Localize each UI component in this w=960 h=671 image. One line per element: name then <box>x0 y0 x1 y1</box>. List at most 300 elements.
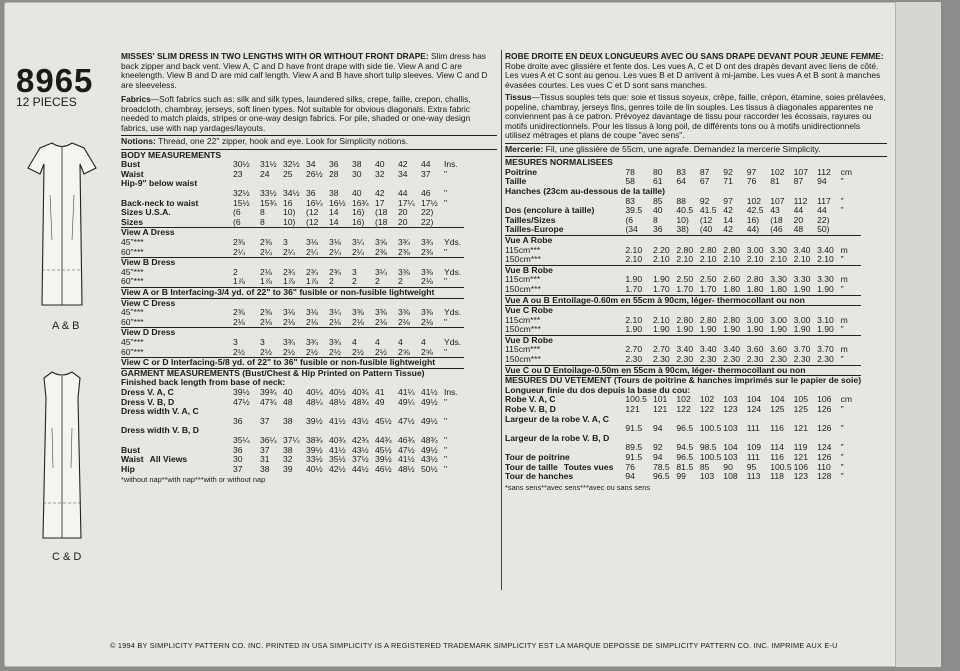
cell-value: 85 <box>699 461 710 472</box>
table-row <box>121 277 464 287</box>
cell-value: 126 <box>817 452 832 463</box>
row-label: 150cm*** <box>505 354 541 365</box>
cell-value: 96.5 <box>676 452 694 463</box>
row-label: Tailles-Europe <box>505 224 564 235</box>
cell-value: " <box>444 197 448 208</box>
cell-value: 16 <box>283 197 293 208</box>
cell-value: 92 <box>652 442 663 453</box>
cell-value: 41 <box>375 386 385 397</box>
cell-value: 128 <box>817 471 832 482</box>
row-label: Dress width V. B, D <box>121 425 200 436</box>
cell-value: 22) <box>421 207 434 218</box>
interfacing-cd <box>121 358 464 369</box>
cell-value: 47½ <box>233 396 250 407</box>
cell-value: 34 <box>306 159 316 170</box>
cell-value: 2⅛ <box>421 316 433 327</box>
cell-value: 2.30 <box>625 354 643 365</box>
cell-value: " <box>444 276 448 287</box>
cell-value: 81 <box>770 176 780 187</box>
cell-value: 2.10 <box>817 254 834 265</box>
cell-value: 40½ <box>329 386 346 397</box>
cell-value: 37 <box>260 444 270 455</box>
cell-value: Ins. <box>444 159 458 170</box>
longueur-heading: Longueur finie du dos depuis la base du cou: <box>505 384 691 395</box>
cell-value: m <box>840 274 848 285</box>
cell-value: 2½ <box>375 346 387 357</box>
cell-value: 1.70 <box>652 283 670 294</box>
cell-value: 113 <box>746 471 761 482</box>
cell-value: 40¾ <box>352 386 369 397</box>
cell-value: 36 <box>652 224 663 235</box>
cell-value: 3⅜ <box>398 266 410 277</box>
cell-value: 20 <box>398 207 408 218</box>
cell-value: 2⅛ <box>352 316 364 327</box>
cell-value: 2.10 <box>625 254 643 265</box>
cell-value: 41½ <box>421 386 438 397</box>
cell-value: 87 <box>699 166 710 177</box>
cell-value: 30 <box>352 168 362 179</box>
cell-value: 2½ <box>352 346 364 357</box>
cell-value: 92 <box>699 195 710 206</box>
row-label: 150cm*** <box>505 254 541 265</box>
cell-value: 96.5 <box>676 423 694 434</box>
cell-value: 2.30 <box>723 354 741 365</box>
cell-value: 42 <box>375 188 385 199</box>
cell-value: 39½ <box>375 454 392 465</box>
cell-value: 3⅝ <box>375 237 387 248</box>
cell-value: 2⅝ <box>421 346 433 357</box>
cell-value: 2.70 <box>625 344 643 355</box>
vue-heading: Vue D Robe <box>505 335 861 345</box>
cell-value: 43½ <box>352 444 369 455</box>
cell-value: 102 <box>699 394 715 405</box>
cell-value: 3.60 <box>746 344 764 355</box>
cell-value <box>841 225 862 235</box>
cell-value: 97 <box>723 195 733 206</box>
cell-value: 2.30 <box>699 354 717 365</box>
vue-heading: Vue B Robe <box>505 265 861 275</box>
cell-value: 2¾ <box>283 266 295 277</box>
row-label: Dos (encolure à taille) <box>505 205 595 216</box>
row-label: Waist <box>121 168 144 179</box>
cell-value: 1.70 <box>676 283 694 294</box>
row-label: Taille <box>505 176 527 187</box>
cell-value: 103 <box>723 394 738 405</box>
cell-value: 100.5 <box>699 423 722 434</box>
table-row <box>505 325 861 335</box>
cell-value: 3⅜ <box>375 307 387 318</box>
cell-value: " <box>444 188 448 199</box>
cell-value: " <box>840 195 844 206</box>
cell-value: 43½ <box>352 415 369 426</box>
cell-value: 108 <box>723 471 738 482</box>
cell-value: 94.5 <box>676 442 694 453</box>
cell-value: 3.00 <box>793 314 811 325</box>
cell-value: 17½ <box>421 197 438 208</box>
cell-value: 2.30 <box>652 354 670 365</box>
cell-value: 4 <box>421 336 426 347</box>
cell-value: 98.5 <box>699 442 717 453</box>
cell-value: 121 <box>625 404 640 415</box>
cell-value: " <box>444 246 448 257</box>
cell-value: 3⅜ <box>352 307 364 318</box>
group-label: Toutes vues <box>563 461 614 472</box>
cell-value: 105 <box>793 394 808 405</box>
cell-value: 2.30 <box>676 354 694 365</box>
row-label: 60"*** <box>121 316 144 327</box>
en-notions-text: Thread, one 22" zipper, hook and eye. Look for Simplicity notions. <box>158 136 409 146</box>
vetement-heading: MESURES DU VETEMENT (Tours de poitrine & hanches imprimés sur le papier de soie) <box>505 375 862 386</box>
cell-value: 46½ <box>375 463 392 474</box>
cell-value: 3.40 <box>817 244 834 255</box>
table-row <box>505 355 861 365</box>
cell-value: 2⅛ <box>375 316 387 327</box>
cell-value: 2½ <box>283 346 295 357</box>
cell-value: 104 <box>746 394 762 405</box>
dress-cd-sketch-icon <box>22 368 102 543</box>
cell-value: 40 <box>375 159 385 170</box>
cell-value: 119 <box>793 442 808 453</box>
pattern-number: 8965 <box>16 62 94 99</box>
largeur-bd-heading: Largeur de la robe V. B, D <box>505 432 610 443</box>
entoilage-cd: Vue C ou D Entoilage-0.50m en 55cm à 90cm, léger- thermocollant ou non <box>505 365 861 376</box>
cell-value: 1.90 <box>652 324 670 335</box>
cell-value: " <box>840 442 844 453</box>
cell-value: 2⅝ <box>398 346 410 357</box>
cell-value: 94 <box>652 452 663 463</box>
cell-value: 3 <box>233 336 238 347</box>
cell-value: 1⅞ <box>260 276 272 287</box>
cell-value: 1.90 <box>746 324 764 335</box>
cell-value: 25 <box>283 168 293 179</box>
cell-value: 14 <box>329 216 339 227</box>
fr-sens-note: *sans sens**avec sens***avec ou sans sens <box>505 482 651 492</box>
cell-value: m <box>840 244 848 255</box>
cell-value: 2½ <box>306 346 318 357</box>
cell-value: 2.10 <box>676 254 694 265</box>
cell-value: 31 <box>260 454 270 465</box>
cell-value: 48 <box>793 224 804 235</box>
cell-value: 102 <box>676 394 691 405</box>
mesures-heading: MESURES NORMALISEES <box>505 157 613 168</box>
cell-value: 2.30 <box>817 354 834 365</box>
cell-value: 49 <box>375 396 385 407</box>
cell-value: Yds. <box>444 307 462 318</box>
cell-value: 78 <box>625 166 635 177</box>
row-label: Bust <box>121 159 141 170</box>
row-label: 45"*** <box>121 266 144 277</box>
cell-value: (18 <box>375 207 388 218</box>
cell-value: 112 <box>793 195 808 206</box>
row-label: Tour de hanches <box>505 471 574 482</box>
fr-mercerie-label: Mercerie: <box>505 143 544 154</box>
cell-value: 3 <box>283 237 288 248</box>
cell-value: 41¼ <box>398 386 415 397</box>
cell-value: 114 <box>770 442 784 453</box>
interfacing-ab <box>121 288 464 299</box>
cell-value: 43½ <box>421 454 438 465</box>
cell-value: 91.5 <box>625 423 643 434</box>
cell-value: 106 <box>793 461 808 472</box>
cell-value: 102 <box>770 166 785 177</box>
cell-value: " <box>840 324 844 335</box>
body-measurements-heading: BODY MEASUREMENTS <box>121 149 222 160</box>
cell-value: 44 <box>817 205 827 216</box>
finished-length-heading: Finished back length from base of neck: <box>121 377 286 388</box>
cell-value: 1.80 <box>746 283 764 294</box>
cell-value: 87 <box>793 176 804 187</box>
cell-value: 116 <box>770 452 784 463</box>
cell-value: 40 <box>283 386 293 397</box>
cell-value: 40 <box>352 188 362 199</box>
cell-value: 3.60 <box>770 344 787 355</box>
cell-value: 33½ <box>260 188 277 199</box>
cell-value: 3¼ <box>352 237 364 248</box>
cell-value: 46¾ <box>398 434 415 445</box>
cell-value: 2¼ <box>283 246 295 257</box>
cell-value: " <box>444 316 448 327</box>
cell-value: 2½ <box>329 346 341 357</box>
fr-title: ROBE DROITE EN DEUX LONGUEURS AVEC OU SANS DRAPE DEVANT POUR JEUNE FEMME: <box>505 51 884 61</box>
cell-value: 2.80 <box>699 314 717 325</box>
cell-value: 90 <box>723 461 733 472</box>
cell-value: " <box>444 444 448 455</box>
interfacing-cd: View C or D Interfacing-5/8 yd. of 22" to 36" fusible or non-fusible lightweight <box>121 358 464 369</box>
cell-value: m <box>840 314 848 325</box>
cell-value: 14 <box>329 207 339 218</box>
cell-value: 2.80 <box>676 244 694 255</box>
largeur-ac-heading: Largeur de la robe V. A, C <box>505 413 609 424</box>
cell-value: 1.90 <box>625 324 643 335</box>
cell-value: (6 <box>233 216 241 227</box>
cell-value: 2¾ <box>306 266 318 277</box>
cell-value: 42½ <box>329 463 346 474</box>
cell-value: 83 <box>625 195 635 206</box>
copyright-footer: © 1994 BY SIMPLICITY PATTERN CO. INC. PRINTED IN USA SIMPLICITY IS A REGISTERED TRADEMARK SIMPLICITY EST LA MARQUE DEPOSSE DE SIMPLICITY PATTERN CO. INC. IMPRIME AUX E-U <box>110 641 838 650</box>
cell-value: 125 <box>770 404 785 415</box>
cell-value: 3¾ <box>421 237 433 248</box>
column-divider <box>501 50 502 590</box>
en-title: MISSES' SLIM DRESS IN TWO LENGTHS WITH OR WITHOUT FRONT DRAPE: <box>121 51 429 61</box>
dress-ab-sketch-icon <box>22 140 102 310</box>
cell-value: 2.10 <box>723 254 741 265</box>
row-label: Tour de poitrine <box>505 452 570 463</box>
cell-value: 67 <box>699 176 710 187</box>
cell-value: 2.30 <box>746 354 764 365</box>
cell-value: " <box>444 434 448 445</box>
cell-value: 1.90 <box>723 324 741 335</box>
cell-value: 2¾ <box>329 266 341 277</box>
cell-value: 42 <box>723 205 733 216</box>
cell-value: 39½ <box>306 444 323 455</box>
cell-value: 2.80 <box>723 314 741 325</box>
cell-value: (12 <box>306 216 319 227</box>
cell-value: 38 <box>352 159 362 170</box>
cell-value: 37¼ <box>283 434 300 445</box>
cell-value: 122 <box>699 404 715 415</box>
cell-value: 1.90 <box>770 324 787 335</box>
cell-value: 48 <box>283 396 293 407</box>
row-label: 45"*** <box>121 237 144 248</box>
cell-value: 3.30 <box>817 274 834 285</box>
cell-value: 107 <box>793 166 808 177</box>
cell-value: 2.80 <box>746 274 764 285</box>
cell-value: 2⅛ <box>329 316 341 327</box>
cell-value: 104 <box>770 394 785 405</box>
cell-value: 2⅜ <box>233 237 245 248</box>
cell-value: 3.00 <box>746 244 764 255</box>
cell-value: 30 <box>233 454 243 465</box>
cell-value: 49½ <box>421 415 438 426</box>
pieces-count: 12 PIECES <box>16 95 77 109</box>
cell-value: 23 <box>233 168 243 179</box>
cell-value: 4 <box>352 336 357 347</box>
cell-value: 100.5 <box>699 452 722 463</box>
cell-value: 16¾ <box>352 197 369 208</box>
cell-value: 22) <box>421 216 434 227</box>
cell-value: 1.90 <box>817 283 834 294</box>
cell-value: 110 <box>817 461 831 472</box>
cell-value: " <box>840 471 844 482</box>
cell-value: 3.40 <box>793 244 811 255</box>
cell-value <box>444 208 464 218</box>
cell-value: 48¾ <box>352 396 369 407</box>
cell-value: 2.60 <box>723 274 741 285</box>
cell-value: 99 <box>676 471 686 482</box>
fr-desc-text: Robe droite avec glissière et fente dos. Les vues A, C et D ont des drapés devant avec liens de côté. Les vues A et C sont au genou. Les vues B et D arrivent à mi-jambe. Les vues A et B sont à manches évasées courtes. Les vues C et D sont sans manches. <box>505 60 881 90</box>
cell-value: 2¼ <box>329 246 341 257</box>
cell-value: " <box>840 205 844 216</box>
cell-value: (6 <box>233 207 241 218</box>
cell-value: 45½ <box>375 415 392 426</box>
cell-value: 2.10 <box>699 254 717 265</box>
cell-value: 32½ <box>283 159 300 170</box>
hip-row <box>121 465 464 475</box>
cell-value: 2.30 <box>793 354 811 365</box>
cell-value: 3⅜ <box>398 307 410 318</box>
cell-value: 121 <box>793 452 808 463</box>
cell-value: 45½ <box>375 444 392 455</box>
cell-value: 2.20 <box>652 244 670 255</box>
cell-value: 36 <box>233 415 243 426</box>
cell-value: 71 <box>723 176 733 187</box>
en-notions <box>121 137 497 147</box>
cell-value: 1.90 <box>625 274 643 285</box>
cell-value: 2.50 <box>676 274 694 285</box>
cell-value: 2¼ <box>352 246 364 257</box>
view-heading: View A Dress <box>121 228 464 238</box>
cell-value: 124 <box>817 442 832 453</box>
cell-value: 43 <box>770 205 780 216</box>
cell-value: 16½ <box>329 197 346 208</box>
cell-value: 2.70 <box>652 344 670 355</box>
cell-value: 16) <box>352 207 365 218</box>
cell-value: 49½ <box>421 444 438 455</box>
cell-value: 44¾ <box>375 434 392 445</box>
cell-value: 1.80 <box>723 283 741 294</box>
cell-value: Yds. <box>444 266 462 277</box>
cell-value: 8 <box>260 216 265 227</box>
cell-value: 32 <box>283 454 293 465</box>
cell-value: 47½ <box>398 415 415 426</box>
cell-value: 48¼ <box>306 396 323 407</box>
cell-value: " <box>444 454 448 465</box>
cell-value: m <box>840 344 848 355</box>
cell-value: 116 <box>770 423 784 434</box>
row-label: Robe V. B, D <box>505 404 556 415</box>
cell-value <box>841 216 862 226</box>
cell-value: 121 <box>793 423 808 434</box>
cell-value: (40 <box>699 224 713 235</box>
cell-value: 124 <box>746 404 762 415</box>
cell-value: 96.5 <box>652 471 670 482</box>
cell-value: 10) <box>676 214 689 225</box>
cell-value: 38) <box>676 224 689 235</box>
cell-value: 3¾ <box>283 336 295 347</box>
cell-value: " <box>840 354 844 365</box>
en-notions-label: Notions: <box>121 136 156 146</box>
cell-value: 8 <box>260 207 265 218</box>
cell-value: 126 <box>817 423 832 434</box>
cell-value: cm <box>840 394 853 405</box>
cell-value: 42 <box>723 224 733 235</box>
cell-value: 48¾ <box>421 434 438 445</box>
fr-tissus-label: Tissus <box>505 92 532 102</box>
cell-value: 3 <box>260 336 265 347</box>
row-label: 115cm*** <box>505 244 541 255</box>
cell-value <box>444 218 464 228</box>
entoilage-ab <box>505 295 861 306</box>
cell-value: 3 <box>352 266 357 277</box>
cell-value: (46 <box>770 224 783 235</box>
cell-value: 36¼ <box>260 434 277 445</box>
view-ab-label: A & B <box>52 320 80 332</box>
cell-value: 16) <box>746 214 760 225</box>
cell-value: " <box>840 404 844 415</box>
cell-value: 4 <box>375 336 380 347</box>
row-label: Hip-9" below waist <box>121 178 198 189</box>
cell-value: 2.10 <box>652 254 670 265</box>
cell-value: 3.00 <box>770 314 787 325</box>
cell-value: 64 <box>676 176 686 187</box>
cell-value: Yds. <box>444 336 462 347</box>
cell-value: 39½ <box>233 386 250 397</box>
cell-value: 2½ <box>233 346 245 357</box>
cell-value: 3.70 <box>793 344 811 355</box>
cell-value: 41½ <box>329 415 346 426</box>
cell-value: 2 <box>233 266 238 277</box>
cell-value: 1⅞ <box>306 276 318 287</box>
row-label: 150cm*** <box>505 283 541 294</box>
cell-value: 41.5 <box>699 205 717 216</box>
english-column <box>121 52 497 485</box>
cell-value: 40¼ <box>306 386 323 397</box>
cell-value: 36 <box>306 188 316 199</box>
cell-value: 104 <box>723 442 738 453</box>
cell-value: 76 <box>746 176 757 187</box>
row-label: Back-neck to waist <box>121 197 199 208</box>
cell-value: 20 <box>398 216 408 227</box>
cell-value: 2⅜ <box>398 246 410 257</box>
row-label: 115cm*** <box>505 274 541 285</box>
cell-value: 2⅛ <box>233 316 245 327</box>
fr-mercerie-text: Fil, une glissière de 55cm, une agrafe. Demandez la mercerie Simplicity. <box>545 143 821 154</box>
table-row <box>121 248 464 258</box>
cell-value: 34½ <box>283 188 300 199</box>
tailles-europe-row <box>505 225 861 235</box>
cell-value: 3.30 <box>793 274 811 285</box>
cell-value: 17¼ <box>398 197 415 208</box>
